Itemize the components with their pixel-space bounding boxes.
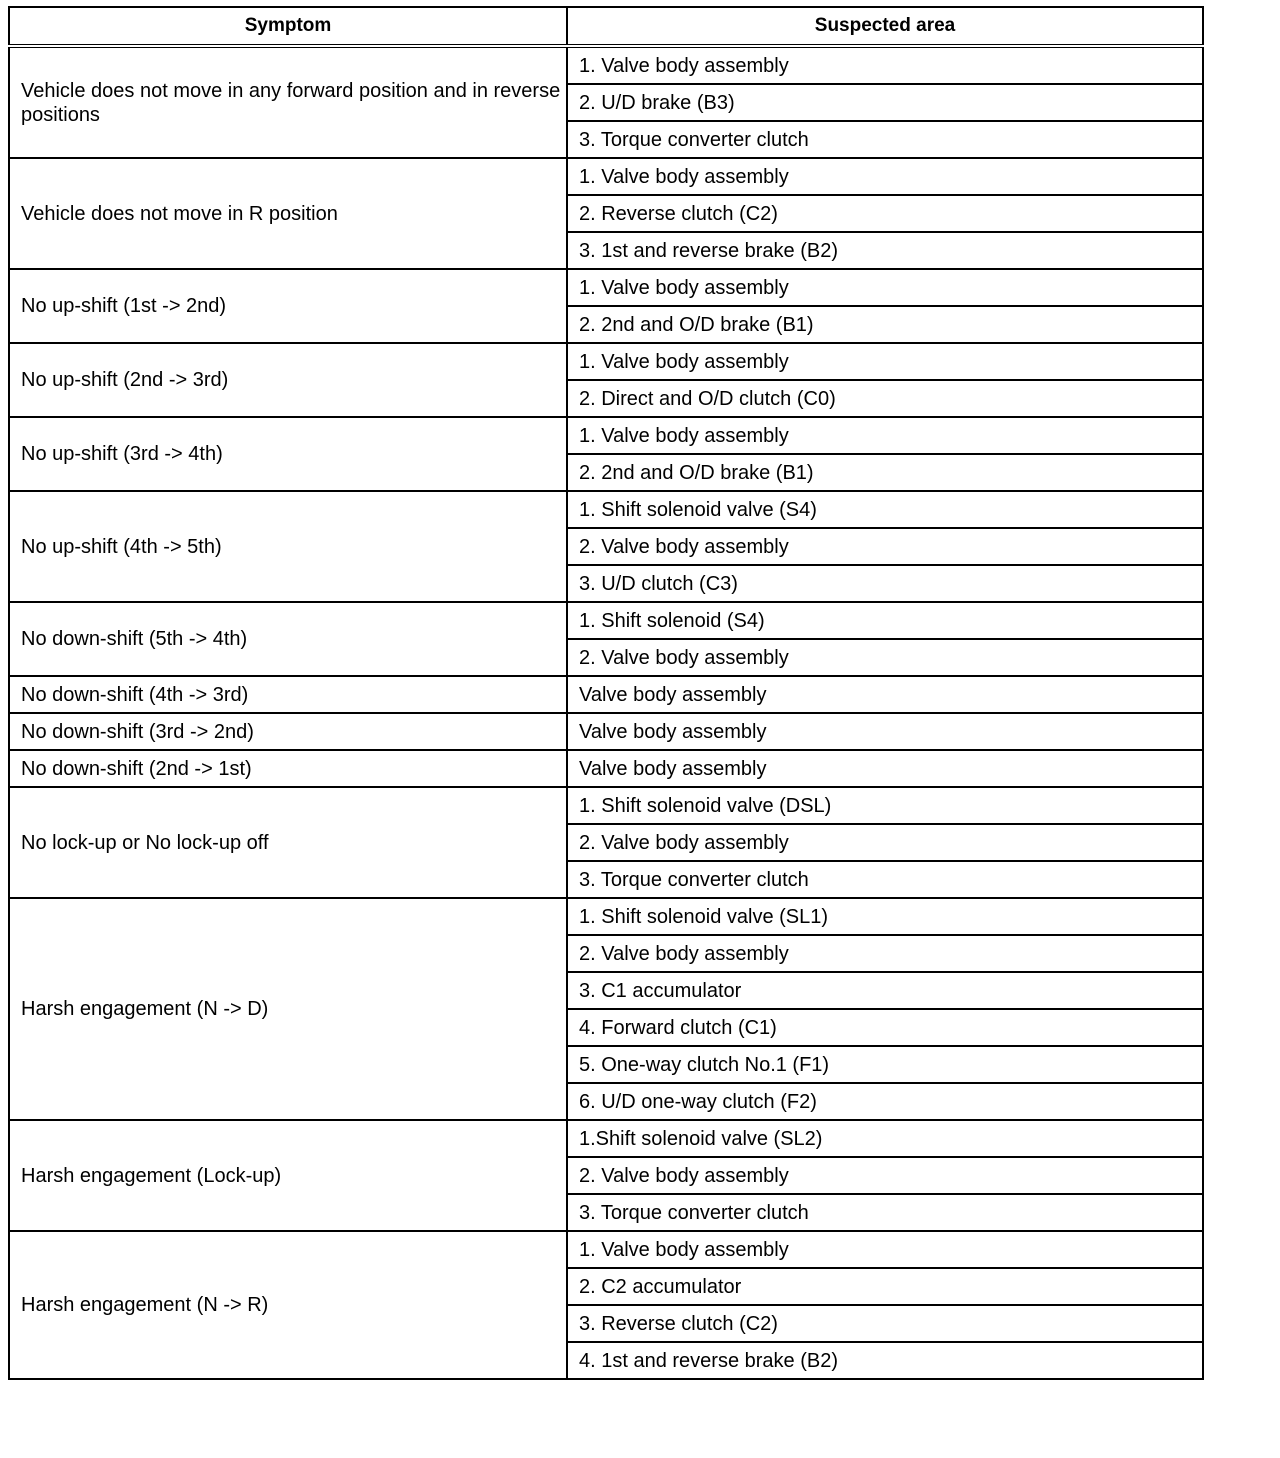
table-row — [9, 417, 1203, 454]
suspected-area-cell: Valve body assembly — [567, 750, 1203, 787]
symptom-cell: No lock-up or No lock-up off — [9, 787, 567, 898]
suspected-area-cell: 1. Valve body assembly — [567, 1231, 1203, 1268]
symptom-cell: Vehicle does not move in R position — [9, 158, 567, 269]
symptom-cell: No up-shift (2nd -> 3rd) — [9, 343, 567, 417]
suspected-area-cell: 2. C2 accumulator — [567, 1268, 1203, 1305]
symptom-cell: Vehicle does not move in any forward position and in reverse positions — [9, 46, 567, 158]
suspected-area-cell: 2. Valve body assembly — [567, 639, 1203, 676]
table-row — [9, 750, 1203, 787]
header-suspected-area: Suspected area — [567, 7, 1203, 46]
table-row — [9, 491, 1203, 528]
symptom-cell: No down-shift (3rd -> 2nd) — [9, 713, 567, 750]
suspected-area-cell: 1. Valve body assembly — [567, 158, 1203, 195]
header-row — [9, 7, 1203, 46]
table-row — [9, 343, 1203, 380]
suspected-area-cell: 2. Valve body assembly — [567, 824, 1203, 861]
suspected-area-cell: 1. Valve body assembly — [567, 46, 1203, 84]
suspected-area-cell: 2. Valve body assembly — [567, 1157, 1203, 1194]
suspected-area-cell: 1. Shift solenoid (S4) — [567, 602, 1203, 639]
table-row — [9, 46, 1203, 84]
suspected-area-cell: 1.Shift solenoid valve (SL2) — [567, 1120, 1203, 1157]
suspected-area-cell: 4. 1st and reverse brake (B2) — [567, 1342, 1203, 1379]
suspected-area-cell: 2. 2nd and O/D brake (B1) — [567, 306, 1203, 343]
suspected-area-cell: 1. Valve body assembly — [567, 417, 1203, 454]
suspected-area-cell: 6. U/D one-way clutch (F2) — [567, 1083, 1203, 1120]
suspected-area-cell: 1. Shift solenoid valve (SL1) — [567, 898, 1203, 935]
suspected-area-cell: 1. Valve body assembly — [567, 343, 1203, 380]
table-row — [9, 898, 1203, 935]
suspected-area-cell: 2. Valve body assembly — [567, 935, 1203, 972]
suspected-area-cell: 3. Torque converter clutch — [567, 1194, 1203, 1231]
suspected-area-cell: 2. Reverse clutch (C2) — [567, 195, 1203, 232]
symptom-cell: Harsh engagement (N -> R) — [9, 1231, 567, 1379]
suspected-area-cell: 3. 1st and reverse brake (B2) — [567, 232, 1203, 269]
header-symptom: Symptom — [9, 7, 567, 46]
suspected-area-cell: 3. Torque converter clutch — [567, 121, 1203, 158]
table-row — [9, 676, 1203, 713]
table-row — [9, 269, 1203, 306]
suspected-area-cell: 4. Forward clutch (C1) — [567, 1009, 1203, 1046]
table-row — [9, 1120, 1203, 1157]
symptom-cell: No down-shift (5th -> 4th) — [9, 602, 567, 676]
suspected-area-cell: 2. 2nd and O/D brake (B1) — [567, 454, 1203, 491]
suspected-area-cell: 3. Reverse clutch (C2) — [567, 1305, 1203, 1342]
table-row — [9, 158, 1203, 195]
symptom-cell: No up-shift (4th -> 5th) — [9, 491, 567, 602]
table-body — [9, 46, 1203, 1379]
symptom-cell: No down-shift (4th -> 3rd) — [9, 676, 567, 713]
suspected-area-cell: 1. Shift solenoid valve (DSL) — [567, 787, 1203, 824]
symptom-cell: Harsh engagement (Lock-up) — [9, 1120, 567, 1231]
suspected-area-cell: 3. U/D clutch (C3) — [567, 565, 1203, 602]
suspected-area-cell: Valve body assembly — [567, 676, 1203, 713]
symptom-cell: No up-shift (3rd -> 4th) — [9, 417, 567, 491]
suspected-area-cell: 5. One-way clutch No.1 (F1) — [567, 1046, 1203, 1083]
suspected-area-cell: 3. Torque converter clutch — [567, 861, 1203, 898]
suspected-area-cell: 2. Direct and O/D clutch (C0) — [567, 380, 1203, 417]
suspected-area-cell: 1. Valve body assembly — [567, 269, 1203, 306]
table-row — [9, 713, 1203, 750]
suspected-area-cell: 1. Shift solenoid valve (S4) — [567, 491, 1203, 528]
table-row — [9, 1231, 1203, 1268]
suspected-area-cell: 3. C1 accumulator — [567, 972, 1203, 1009]
symptom-cell: No down-shift (2nd -> 1st) — [9, 750, 567, 787]
table-row — [9, 602, 1203, 639]
suspected-area-cell: 2. Valve body assembly — [567, 528, 1203, 565]
symptom-table — [8, 6, 1204, 1380]
symptom-cell: No up-shift (1st -> 2nd) — [9, 269, 567, 343]
suspected-area-cell: Valve body assembly — [567, 713, 1203, 750]
suspected-area-cell: 2. U/D brake (B3) — [567, 84, 1203, 121]
symptom-cell: Harsh engagement (N -> D) — [9, 898, 567, 1120]
table-row — [9, 787, 1203, 824]
